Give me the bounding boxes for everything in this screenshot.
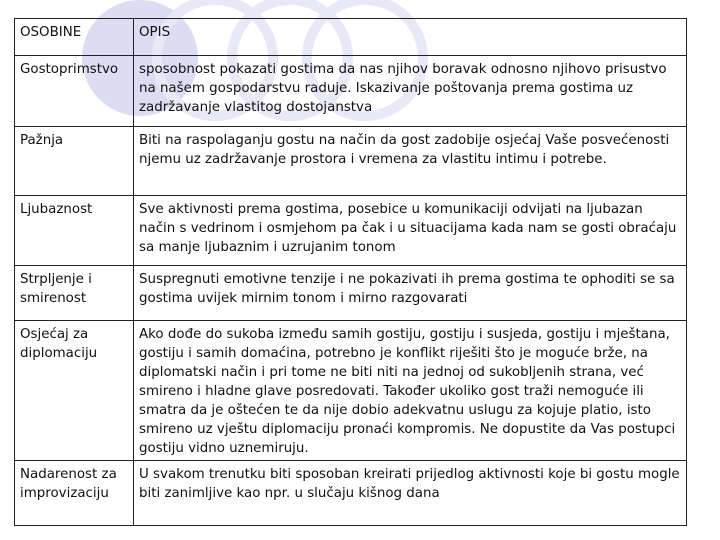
trait-description-cell: U svakom trenutku biti sposoban kreirati prijedlog aktivnosti koje bi gostu mogle biti zanimljive kao npr. u slučaju kišnog dana <box>134 461 687 526</box>
header-cell-traits: OSOBINE <box>15 19 134 56</box>
table-row <box>15 56 687 127</box>
trait-description-cell: sposobnost pokazati gostima da nas njihov boravak odnosno njihovo prisustvo na našem gospodarstvu raduje. Iskazivanje poštovanja prema gostima uz zadržavanje vlastitog dostojanstva <box>134 56 687 127</box>
table-row <box>15 461 687 526</box>
trait-description-cell: Sve aktivnosti prema gostima, posebice u komunikaciji odvijati na ljubazan način s vedrinom i osmjehom pa čak i u situacijama kada nam se gosti obraćaju sa manje ljubaznim i uzrujanim tonom <box>134 196 687 266</box>
trait-description-cell: Suspregnuti emotivne tenzije i ne pokazivati ih prema gostima te ophoditi se sa gostima uvijek mirnim tonom i mirno razgovarati <box>134 266 687 321</box>
trait-name-cell: Pažnja <box>15 127 134 196</box>
trait-name-cell: Ljubaznost <box>15 196 134 266</box>
table-row <box>15 127 687 196</box>
table-row <box>15 266 687 321</box>
trait-description-cell: Biti na raspolaganju gostu na način da gost zadobije osjećaj Vaše posvećenosti njemu uz zadržavanje prostora i vremena za vlastitu intimu i potrebe. <box>134 127 687 196</box>
trait-name-cell: Strpljenje i smirenost <box>15 266 134 321</box>
trait-description-cell: Ako dođe do sukoba između samih gostiju, gostiju i susjeda, gostiju i mještana, gostiju i samih domaćina, potrebno je konflikt riješiti što je moguće brže, na diplomatski način i pri tome ne biti niti na jednoj od sukobljenih strana, već smireno i hladne glave posredovati. Također ukoliko gost traži nemoguće ili smatra da je oštećen te da nije dobio adekvatnu uslugu za kojuje platio, isto smireno uz vještu diplomaciju pronaći kompromis. Ne dopustite da Vas postupci gostiju vidno uznemiruju. <box>134 321 687 461</box>
traits-table <box>14 18 687 526</box>
trait-name-cell: Nadarenost za improvizaciju <box>15 461 134 526</box>
header-cell-description: OPIS <box>134 19 687 56</box>
trait-name-cell: Gostoprimstvo <box>15 56 134 127</box>
table-row <box>15 196 687 266</box>
trait-name-cell: Osjećaj za diplomaciju <box>15 321 134 461</box>
table-row <box>15 321 687 461</box>
table-header-row <box>15 19 687 56</box>
